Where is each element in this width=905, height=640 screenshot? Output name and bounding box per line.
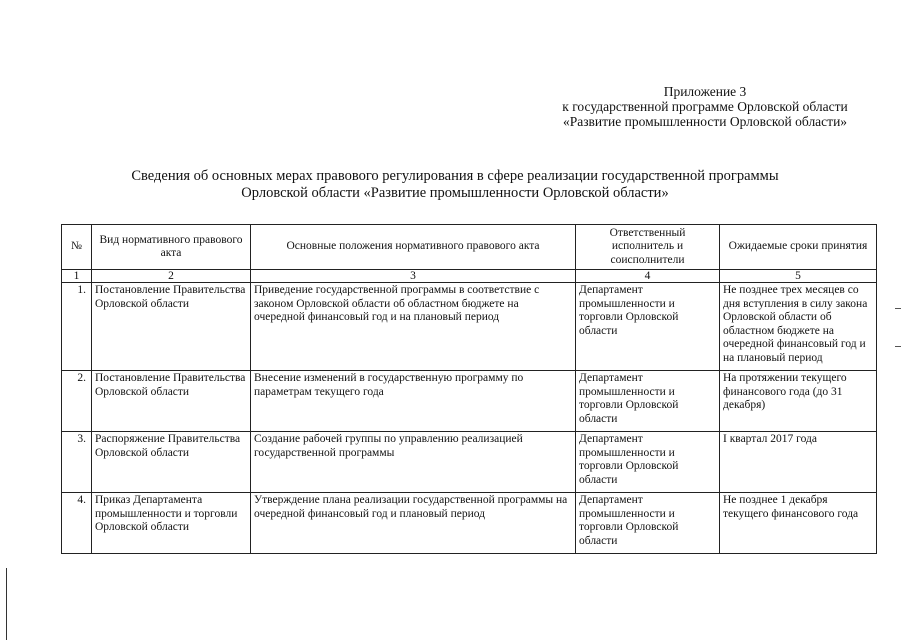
document-title-line-1: Сведения об основных мерах правового регулирования в сфере реализации государственной программы [131,168,779,184]
scan-edge-mark [895,308,901,309]
deadline-cell: I квартал 2017 года [720,432,877,493]
act-type-cell: Приказ Департамента промышленности и торговли Орловской области [92,493,251,554]
table-row [62,493,877,554]
provisions-cell: Внесение изменений в государственную программу по параметрам текущего года [251,371,576,432]
provisions-cell: Утверждение плана реализации государственной программы на очередной финансовый год и плановый период [251,493,576,554]
header-number: № [62,225,92,270]
column-number: 4 [576,270,720,283]
appendix-line-1: Приложение 3 [663,84,747,99]
executor-cell: Департамент промышленности и торговли Орловской области [576,432,720,493]
table-row [62,432,877,493]
executor-cell: Департамент промышленности и торговли Орловской области [576,493,720,554]
column-number: 5 [720,270,877,283]
header-act-type: Вид нормативного правового акта [92,225,251,270]
provisions-cell: Создание рабочей группы по управлению реализацией государственной программы [251,432,576,493]
header-provisions: Основные положения нормативного правового акта [251,225,576,270]
column-number: 2 [92,270,251,283]
appendix-header [540,84,870,129]
scan-margin-line [6,568,7,640]
column-numbers-row [62,270,877,283]
row-number: 4. [62,493,92,554]
document-title [90,168,820,202]
executor-cell: Департамент промышленности и торговли Орловской области [576,371,720,432]
measures-table [61,224,877,554]
column-number: 3 [251,270,576,283]
row-number: 1. [62,283,92,371]
executor-cell: Департамент промышленности и торговли Орловской области [576,283,720,371]
row-number: 2. [62,371,92,432]
act-type-cell: Распоряжение Правительства Орловской области [92,432,251,493]
act-type-cell: Постановление Правительства Орловской области [92,283,251,371]
deadline-cell: Не позднее трех месяцев со дня вступления в силу закона Орловской области об областном бюджете на очередной финансовый год и на плановый период [720,283,877,371]
header-executor: Ответственный исполнитель и соисполнители [576,225,720,270]
column-number: 1 [62,270,92,283]
deadline-cell: На протяжении текущего финансового года (до 31 декабря) [720,371,877,432]
header-deadline: Ожидаемые сроки принятия [720,225,877,270]
document-title-line-2: Орловской области «Развитие промышленности Орловской области» [241,185,669,201]
scan-edge-mark [895,346,901,347]
appendix-line-2: к государственной программе Орловской области [562,99,848,114]
act-type-cell: Постановление Правительства Орловской области [92,371,251,432]
table-header-row [62,225,877,270]
row-number: 3. [62,432,92,493]
provisions-cell: Приведение государственной программы в соответствие с законом Орловской области об областном бюджете на очередной финансовый год и на плановый период [251,283,576,371]
appendix-line-3: «Развитие промышленности Орловской области» [562,114,848,129]
deadline-cell: Не позднее 1 декабря текущего финансового года [720,493,877,554]
table-row [62,371,877,432]
table-row [62,283,877,371]
